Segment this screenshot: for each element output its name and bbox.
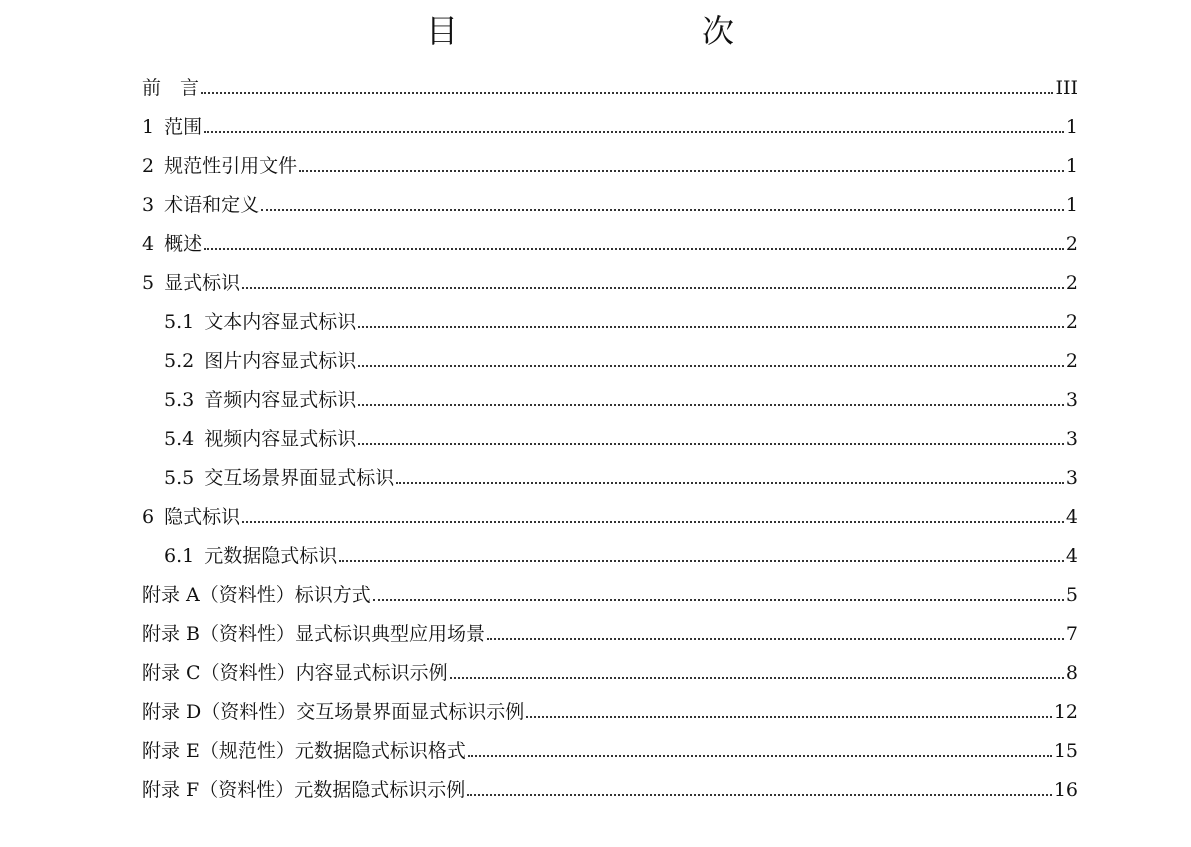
toc-entry-title: 交互场景界面显式标识	[204, 467, 395, 489]
dot-leader	[358, 404, 1064, 406]
toc-entry-title: 前 言	[142, 77, 200, 99]
toc-entry-number: 5.3	[164, 389, 195, 411]
toc-entry[interactable]	[142, 651, 1078, 690]
toc-entry[interactable]	[142, 690, 1078, 729]
dot-leader	[487, 638, 1064, 640]
toc-entry-page-number: 3	[1065, 467, 1078, 489]
dot-leader	[204, 131, 1064, 133]
dot-leader	[204, 248, 1064, 250]
toc-entry-number: 6	[142, 506, 155, 528]
toc-entry-page-number: 4	[1065, 506, 1078, 528]
dot-leader	[373, 599, 1064, 601]
toc-entry-title: 音频内容显式标识	[204, 389, 357, 411]
toc-entry-number: 5.2	[164, 350, 195, 372]
toc-entry-title: 图片内容显式标识	[204, 350, 357, 372]
toc-entry[interactable]	[142, 300, 1078, 339]
toc-entry[interactable]	[142, 534, 1078, 573]
toc-entry[interactable]	[142, 456, 1078, 495]
toc-entry-title: 规范性引用文件	[164, 155, 298, 177]
dot-leader	[242, 287, 1064, 289]
toc-entry-title: 元数据隐式标识	[204, 545, 338, 567]
toc-entry-page-number: 2	[1065, 233, 1078, 255]
toc-entry-title: 隐式标识	[164, 506, 241, 528]
toc-entry-page-number: 3	[1065, 389, 1078, 411]
toc-entry-page-number: 12	[1053, 701, 1078, 723]
toc-entry-page-number: 1	[1065, 155, 1078, 177]
toc-entry-title: 附录 C（资料性）内容显式标识示例	[142, 662, 448, 684]
dot-leader	[358, 443, 1064, 445]
toc-entry[interactable]	[142, 417, 1078, 456]
toc-entry-page-number: III	[1055, 77, 1078, 99]
dot-leader	[339, 560, 1064, 562]
toc-entry-title: 显式标识	[164, 272, 241, 294]
toc-entry-title: 术语和定义	[164, 194, 260, 216]
toc-entry-number: 1	[142, 116, 155, 138]
toc-entry[interactable]	[142, 573, 1078, 612]
toc-entry[interactable]	[142, 261, 1078, 300]
dot-leader	[468, 755, 1052, 757]
dot-leader	[467, 794, 1052, 796]
toc-entry-number: 2	[142, 155, 155, 177]
toc-entry-page-number: 4	[1065, 545, 1078, 567]
toc-entry-page-number: 5	[1065, 584, 1078, 606]
toc-entry-page-number: 1	[1065, 194, 1078, 216]
toc-entry[interactable]	[142, 183, 1078, 222]
toc-entry-title: 附录 B（资料性）显式标识典型应用场景	[142, 623, 486, 645]
toc-entry-title: 附录 A（资料性）标识方式	[142, 584, 371, 606]
dot-leader	[358, 365, 1064, 367]
dot-leader	[450, 677, 1064, 679]
toc-entry-page-number: 15	[1053, 740, 1078, 762]
toc-entry-title: 附录 E（规范性）元数据隐式标识格式	[142, 740, 466, 762]
dot-leader	[299, 170, 1064, 172]
toc-entry-page-number: 7	[1065, 623, 1078, 645]
toc-title: 目 次	[425, 12, 794, 50]
toc-entry-number: 6.1	[164, 545, 195, 567]
toc-entry[interactable]	[142, 495, 1078, 534]
toc-entry-page-number: 16	[1053, 779, 1078, 801]
toc-entry-number: 5.1	[164, 311, 195, 333]
toc-entry[interactable]	[142, 768, 1078, 807]
toc-entry[interactable]	[142, 144, 1078, 183]
toc-entry-number: 5	[142, 272, 155, 294]
dot-leader	[358, 326, 1064, 328]
toc-entry[interactable]	[142, 66, 1078, 105]
toc-entry[interactable]	[142, 105, 1078, 144]
toc-entry-page-number: 2	[1065, 350, 1078, 372]
toc-entry-title: 范围	[164, 116, 203, 138]
dot-leader	[396, 482, 1064, 484]
toc-entry[interactable]	[142, 729, 1078, 768]
toc-entry[interactable]	[142, 339, 1078, 378]
toc-entry[interactable]	[142, 222, 1078, 261]
toc-entry-title: 视频内容显式标识	[204, 428, 357, 450]
toc-entry-title: 文本内容显式标识	[204, 311, 357, 333]
dot-leader	[526, 716, 1052, 718]
toc-entry-title: 附录 D（资料性）交互场景界面显式标识示例	[142, 701, 525, 723]
dot-leader	[242, 521, 1064, 523]
toc-entry-page-number: 2	[1065, 272, 1078, 294]
toc-entry-page-number: 2	[1065, 311, 1078, 333]
toc-entry-number: 5.4	[164, 428, 195, 450]
toc-entry-number: 3	[142, 194, 155, 216]
toc-entry-title: 概述	[164, 233, 203, 255]
toc-entry-number: 4	[142, 233, 155, 255]
toc-entry-page-number: 1	[1065, 116, 1078, 138]
dot-leader	[261, 209, 1064, 211]
toc-list	[142, 66, 1078, 807]
toc-entry-page-number: 8	[1065, 662, 1078, 684]
toc-entry-number: 5.5	[164, 467, 195, 489]
toc-entry[interactable]	[142, 378, 1078, 417]
toc-entry-page-number: 3	[1065, 428, 1078, 450]
toc-entry[interactable]	[142, 612, 1078, 651]
dot-leader	[201, 92, 1053, 94]
toc-entry-title: 附录 F（资料性）元数据隐式标识示例	[142, 779, 466, 801]
